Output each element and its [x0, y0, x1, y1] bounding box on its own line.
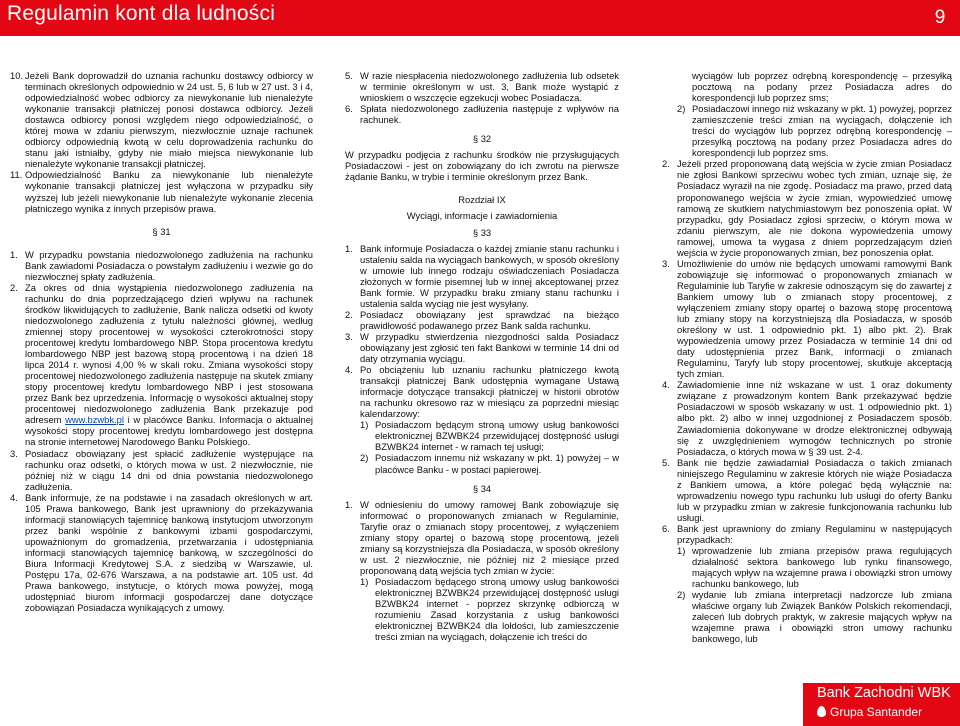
s34-sub-1-continued: wyciągów lub poprzez odrębną korespondencję – przesyłką pocztową na podany przez Posiadacza adres do korespondencji lub poprzez sms; — [692, 70, 952, 104]
s33-sub-2: 2) Posiadaczom innemu niż wskazany w pkt. 1) powyżej – w placówce Banku - w postaci papierowej. — [360, 452, 619, 475]
s31-item-5: 5. W razie niespłacenia niedozwolonego zadłużenia lub odsetek w terminie określonym w ust. 3, Bank może wystąpić z wnioskiem o wszczęcie egzekucji wobec Posiadacza. — [345, 70, 619, 104]
paragraph-11: 11. Odpowiedzialność Banku za niewykonanie lub nienależyte wykonanie transakcji płatniczej jest wyłączona w przypadku siły wyższej lub jeżeli niewykonanie lub nienależyte wykonanie zlecenia płatniczego wynika z innych przepisów prawa. — [10, 169, 313, 214]
s31-item-6: 6. Spłata niedozwolonego zadłużenia następuje z wpływów na rachunek. — [345, 103, 619, 126]
bank-website-link[interactable]: www.bzwbk.pl — [65, 414, 124, 426]
s33-item-2: 2. Posiadacz obowiązany jest sprawdzać na bieżąco prawidłowość podawanego przez Bank salda rachunku. — [345, 308, 619, 331]
s34-item-6-sub-1: 1) wprowadzenie lub zmiana przepisów prawa regulujących działalność sektora bankowego lub rynku finansowego, mających wpływ na wzajemne prawa i obowiązki stron umowy rachunku bankowego, lub — [677, 545, 952, 590]
s34-item-4: 4. Zawiadomienie inne niż wskazane w ust. 1 oraz dokumenty związane z prowadzonym kontem Bank przekazywać będzie Posiadaczowi w sposób wskazany w ust. 1 odpowiednio pkt. 1) albo pkt. 2) albo w innej uzgodnionej z Posiadaczem sposób. Zawiadomienia dokonywane w drodze elektronicznej odbywają się z uwzględnieniem wymogów technicznych po stronie Posiadacza, o których mowa w § 39 ust. 2-4. — [662, 379, 952, 457]
s34-item-6-sub-2: 2) wydanie lub zmiana interpretacji nadzorcze lub zmiana właściwe organy lub Związek Banków Polskich rekomendacji, zaleceń lub dobrych praktyk, w zakresie mających wpływ na wzajemne prawa i obowiązki stron umowy rachunku bankowego, lub — [677, 589, 952, 645]
s34-item-6: 6. Bank jest uprawniony do zmiany Regulaminu w następujących przypadkach: — [662, 522, 952, 545]
s34-sub-1: 1) Posiadaczom będącego stroną umowy usług bankowości elektronicznej BZWBK24 przewidującej dostępność usługi BZWBK24 internet - poprzez skrzynkę odbiorczą w rozumieniu Zasad korzystania z usług bankowości elektronicznej BZWBK24 dla lołdości, lub zamieszczenie treści zmian na wyciągach, dołączenie ich treści do — [360, 575, 619, 643]
chapter-heading: Rozdział IX — [458, 194, 506, 206]
page-header — [0, 0, 960, 36]
s34-item-1: 1. W odniesieniu do umowy ramowej Bank zobowiązuje się informować o proponowanych zmianach w Regulaminie, Taryfie oraz o zmianach stopy procentowej, z wyłączeniem zmiany stopy opartej o bazową stopę procentową, jeżeli zmiany są korzystniejsza dla Posiadacza, w sposób określony w ust. 2 niezwłocznie, nie później niż 2 miesiące przed proponowaną datą wejścia tych zmian w życie: — [345, 498, 619, 576]
s34-item-5: 5. Bank nie będzie zawiadamiał Posiadacza o takich zmianach niniejszego Regulaminu w zakresie których nie wiąże Posiadacza z Bankiem umowa, a które polegać będą wyłącznie na: wprowadzeniu nowego typu rachunku lub usługi do oferty Banku lub w przypadku zmian w zakresie funkcjonowania rachunku lub usługi. — [662, 456, 952, 523]
section-34-heading: § 34 — [472, 482, 492, 494]
chapter-title: Wyciągi, informacje i zawiadomienia — [406, 210, 558, 222]
s31-item-1: 1. W przypadku powstania niedozwolonego zadłużenia na rachunku Bank zawiadomi Posiadacza o powstałym zadłużeniu i wezwie go do niezwłocznej spłaty zadłużenia. — [10, 248, 313, 282]
column-2 — [345, 70, 619, 642]
page-title: Regulamin kont dla ludności — [7, 2, 276, 25]
section-33-heading: § 33 — [472, 226, 492, 238]
flame-icon — [817, 706, 826, 717]
s34-item-3: 3. Umożliwienie do umów nie będących umowami ramowymi Bank zobowiązuje się informować o proponowanych zmianach w Regulaminie lub Taryfie w zakresie odnoszącym się do zawartej z Bankiem umowy lub o zmianach stopy procentowej, z wyłączeniem zmiany stopy opartej o bazową stopę procentową lub zmiany stopy na korzystniejszą dla Posiadacza, w sposób określony w ust. 1 odpowiednio pkt. 1) albo pkt. 2). Brak wypowiedzenia umowy przez Posiadacza w terminie 14 dni od daty udostępnienia przez Bank, informacji o zmianach Regulaminu, Taryfy lub stopy procentowej, skutkuje akceptacją tych zmian. — [662, 257, 952, 380]
bank-logo — [803, 683, 960, 726]
page-number: 9 — [934, 7, 946, 28]
s34-sub-2: 2) Posiadaczowi innego niż wskazany w pkt. 1) powyżej, poprzez zamieszczenie treści zmian na wyciągach, dołączenie ich treści do wyciągów lub poprzez odrębną korespondencję – przesyłką pocztową na podany przez Posiadacza adres do korespondencji lub poprzez sms. — [677, 103, 952, 159]
s31-item-3: 3. Posiadacz obowiązany jest spłacić zadłużenie występujące na rachunku oraz odsetki, o których mowa w ust. 2 niezwłocznie, nie później niż w ciągu 14 dni od dnia powstania niedozwolonego zadłużenia. — [10, 447, 313, 492]
s33-item-1: 1. Bank informuje Posiadacza o każdej zmianie stanu rachunku i ustaleniu salda na wyciągach bankowych, w sposób określony w umowie lub innego rodzaju oświadczeniach Posiadacza złożonych w formie pisemnej lub w innej akceptowanej przez Bank formie. W przypadku braku zmiany stanu rachunku i ustalenia salda wyciąg nie jest wysyłany. — [345, 242, 620, 309]
column-3 — [662, 70, 952, 644]
group-label: Grupa Santander — [830, 705, 923, 719]
s31-item-2: 2. Za okres od dnia wystąpienia niedozwolonego zadłużenia na rachunku do dnia poprzedzającego dzień wpływu na rachunek środków likwidujących to zadłużenie, Bank nalicza odsetki od kwoty niedozwolonego zadłużenia z tytułu należności głównej, według zmiennej stopy procentowej w wysokości czterokrotności stopy procentowej kredytu lombardowego NBP. Stopa procentowa kredytu lombardowego NBP jest bazową stopą procentową i na dzień 18 lipca 2014 r. wynosi 4,00 % w skali roku. Zmiana wysokości stopy procentowej niedozwolonego zadłużenia następuje na skutek zmiany stopy procentowej kredytu lombardowego NBP i jest stosowana przez Bank bez uprzedzenia. Informację o wysokości aktualnej stopy procentowej niedozwolonego zadłużenia Bank przekazuje pod adresem www.bzwbk.pl i w placówce Banku. Informacja o aktualnej wysokości stopy procentowej kredytu lombardowego jest dostępna na stronie internetowej Narodowego Banku Polskiego. — [10, 281, 313, 448]
group-name — [817, 705, 922, 719]
brand-name: Bank Zachodni WBK — [817, 685, 951, 701]
paragraph-10: 10. Jeżeli Bank doprowadził do uznania rachunku dostawcy odbiorcy w terminach określonych odpowiednio w 24 ust. 5, 6 lub w 27 ust. 3 i 4, odpowiedzialność wobec odbiorcy za niewykonanie lub nienależyte wykonanie transakcji płatniczej ponosi dostawca odbiorcy. Jeżeli dostawca odbiorcy ponosi względem niego odpowiedzialność, o której mowa w zdaniu pierwszym, niezwłocznie uznaje rachunek odbiorcy odpowiednią kwotą w celu doprowadzenia rachunku do stanu jaki istniałby, gdyby nie miało miejsca niewykonanie lub nienależyte wykonanie transakcji płatniczej. — [10, 70, 313, 170]
s31-item-4: 4. Bank informuje, że na podstawie i na zasadach określonych w art. 105 Prawa bankowego, Bank jest uprawniony do przekazywania informacji stanowiących tajemnicę bankową instytucjom utworzonym przez banki wspólnie z bankowymi izbami gospodarczymi, upoważnionym do gromadzenia, przetwarzania i udostępniania informacji stanowiących tajemnicę bankową, w szczególności do Biura Informacji Kredytowej S.A. z siedzibą w Warszawie, ul. Postępu 17a, 02-676 Warszawa, a na podstawie art. 105 ust. 4d Prawa bankowego, instytucje, o których mowa powyżej, mogą udostępniać biurom informacji gospodarczej dane dotyczące zobowiązań Posiadacza wynikających z umowy. — [10, 491, 313, 614]
s33-item-4: 4. Po obciążeniu lub uznaniu rachunku płatniczego kwotą transakcji płatniczej Bank udostępnia wymagane Ustawą informacje dotyczące transakcji płatniczej w historii obrotów na rachunku okresowo raz w miesiącu za poprzedni miesiąc kalendarzowy: — [345, 364, 619, 420]
column-1 — [10, 70, 313, 613]
section-32-text: W przypadku podjęcia z rachunku środków nie przysługujących Posiadaczowi - jest on zobowiązany do ich zwrotu na pierwsze żądanie Banku, w trybie i terminie określonym przez Bank. — [345, 149, 619, 183]
section-31-heading: § 31 — [152, 225, 171, 237]
section-32-heading: § 32 — [472, 133, 492, 145]
s33-sub-1: 1) Posiadaczom będącym stroną umowy usług bankowości elektronicznej BZWBK24 przewidującej dostępność usługi BZWBK24 internet - w ramach tej usługi; — [360, 419, 619, 453]
s33-item-3: 3. W przypadku stwierdzenia niezgodności salda Posiadacz obowiązany jest zgłosić ten fakt Bankowi w terminie 14 dni od daty otrzymania wyciągu. — [345, 330, 619, 365]
s34-item-2: 2. Jeżeli przed proponowaną datą wejścia w życie zmian Posiadacz nie zgłosi Bankowi sprzeciwu wobec tych zmian, uznaje się, że Posiadacz wyraził na nie zgodę. Posiadacz ma prawo, przed datą proponowanego wejścia w życie zmian, wypowiedzieć umowę ramową ze skutkiem natychmiastowym bez ponoszenia opłat. W przypadku, gdy Posiadacz zgłosi sprzeciw, o którym mowa w zdaniu pierwszym, ale nie dokona wypowiedzenia umowy ramowej, umowa ta wygasa z dniem poprzedzającym dzień wejścia w życie proponowanych zmian, bez ponoszenia opłat. — [662, 158, 952, 258]
